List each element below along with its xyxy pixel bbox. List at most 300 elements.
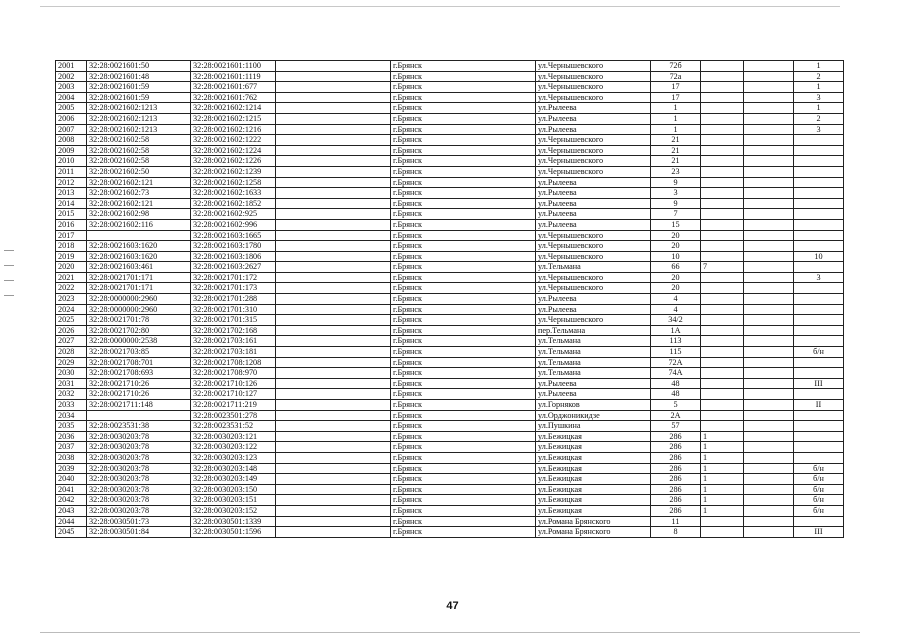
extra-1-cell: 1 [701, 452, 744, 463]
cadastral-number-cell: 32:28:0021701:315 [191, 315, 276, 326]
cadastral-number-cell: 32:28:0030203:150 [191, 484, 276, 495]
cadastral-parent-cell: 32:28:0030203:78 [87, 431, 191, 442]
cadastral-number-cell: 32:28:0021602:1258 [191, 177, 276, 188]
city-cell: г.Брянск [391, 219, 536, 230]
cadastral-parent-cell: 32:28:0021703:85 [87, 347, 191, 358]
table-row [56, 389, 844, 400]
row-number-cell: 2034 [56, 410, 87, 421]
apartment-cell [794, 325, 844, 336]
city-cell: г.Брянск [391, 442, 536, 453]
table-row [56, 474, 844, 485]
extra-2-cell [744, 527, 794, 538]
street-cell: ул.Чернышевского [536, 61, 651, 72]
city-cell: г.Брянск [391, 431, 536, 442]
extra-1-cell: 1 [701, 463, 744, 474]
blank-column-cell [276, 421, 391, 432]
apartment-cell [794, 145, 844, 156]
extra-2-cell [744, 283, 794, 294]
blank-column-cell [276, 304, 391, 315]
house-number-cell: 1А [651, 325, 701, 336]
cadastral-parent-cell: 32:28:0030501:73 [87, 516, 191, 527]
cadastral-parent-cell: 32:28:0021602:50 [87, 166, 191, 177]
street-cell: ул.Чернышевского [536, 135, 651, 146]
blank-column-cell [276, 315, 391, 326]
extra-1-cell: 1 [701, 495, 744, 506]
city-cell: г.Брянск [391, 325, 536, 336]
house-number-cell: 34/2 [651, 315, 701, 326]
house-number-cell: 20 [651, 230, 701, 241]
table-row [56, 135, 844, 146]
city-cell: г.Брянск [391, 527, 536, 538]
cadastral-parent-cell: 32:28:0021702:80 [87, 325, 191, 336]
street-cell: ул.Бежицкая [536, 495, 651, 506]
city-cell: г.Брянск [391, 389, 536, 400]
extra-1-cell: 7 [701, 262, 744, 273]
apartment-cell: б/н [794, 505, 844, 516]
city-cell: г.Брянск [391, 410, 536, 421]
cadastral-number-cell: 32:28:0021603:2627 [191, 262, 276, 273]
street-cell: ул.Бежицкая [536, 431, 651, 442]
blank-column-cell [276, 177, 391, 188]
apartment-cell [794, 421, 844, 432]
city-cell: г.Брянск [391, 209, 536, 220]
extra-1-cell [701, 177, 744, 188]
apartment-cell: б/н [794, 474, 844, 485]
house-number-cell: 9 [651, 177, 701, 188]
row-number-cell: 2023 [56, 294, 87, 305]
cadastral-number-cell: 32:28:0021602:1216 [191, 124, 276, 135]
blank-column-cell [276, 368, 391, 379]
blank-column-cell [276, 283, 391, 294]
cadastral-number-cell: 32:28:0021601:677 [191, 82, 276, 93]
extra-2-cell [744, 389, 794, 400]
street-cell: пер.Тельмана [536, 325, 651, 336]
street-cell: ул.Чернышевского [536, 82, 651, 93]
row-number-cell: 2022 [56, 283, 87, 294]
blank-column-cell [276, 103, 391, 114]
city-cell: г.Брянск [391, 421, 536, 432]
street-cell: ул.Рылеева [536, 103, 651, 114]
street-cell: ул.Бежицкая [536, 484, 651, 495]
extra-2-cell [744, 463, 794, 474]
cadastral-number-cell: 32:28:0030203:151 [191, 495, 276, 506]
cadastral-number-cell: 32:28:0021602:996 [191, 219, 276, 230]
table-row [56, 209, 844, 220]
blank-column-cell [276, 463, 391, 474]
cadastral-parent-cell: 32:28:0021602:1213 [87, 124, 191, 135]
extra-2-cell [744, 315, 794, 326]
blank-column-cell [276, 241, 391, 252]
extra-1-cell [701, 294, 744, 305]
cadastral-number-cell: 32:28:0021703:181 [191, 347, 276, 358]
cadastral-number-cell: 32:28:0030203:148 [191, 463, 276, 474]
table-row [56, 61, 844, 72]
house-number-cell: 17 [651, 82, 701, 93]
row-number-cell: 2002 [56, 71, 87, 82]
apartment-cell: III [794, 378, 844, 389]
house-number-cell: 20 [651, 241, 701, 252]
cadastral-parent-cell: 32:28:0021601:48 [87, 71, 191, 82]
cadastral-number-cell: 32:28:0030203:122 [191, 442, 276, 453]
street-cell: ул.Горняков [536, 400, 651, 411]
apartment-cell [794, 516, 844, 527]
extra-1-cell [701, 410, 744, 421]
cadastral-parent-cell: 32:28:0021602:1213 [87, 113, 191, 124]
table-row [56, 410, 844, 421]
apartment-cell: 3 [794, 272, 844, 283]
cadastral-number-cell: 32:28:0021701:172 [191, 272, 276, 283]
cadastral-parent-cell: 32:28:0030203:78 [87, 484, 191, 495]
extra-2-cell [744, 230, 794, 241]
cadastral-number-cell: 32:28:0021711:219 [191, 400, 276, 411]
extra-2-cell [744, 219, 794, 230]
city-cell: г.Брянск [391, 166, 536, 177]
street-cell: ул.Чернышевского [536, 92, 651, 103]
extra-1-cell: 1 [701, 431, 744, 442]
house-number-cell: 72А [651, 357, 701, 368]
table-row [56, 92, 844, 103]
table-row [56, 463, 844, 474]
extra-2-cell [744, 347, 794, 358]
street-cell: ул.Рылеева [536, 209, 651, 220]
row-number-cell: 2029 [56, 357, 87, 368]
house-number-cell: 4 [651, 294, 701, 305]
house-number-cell: 17 [651, 92, 701, 103]
house-number-cell: 115 [651, 347, 701, 358]
row-number-cell: 2018 [56, 241, 87, 252]
extra-2-cell [744, 251, 794, 262]
apartment-cell [794, 315, 844, 326]
extra-1-cell [701, 61, 744, 72]
table-row [56, 400, 844, 411]
apartment-cell [794, 166, 844, 177]
street-cell: ул.Тельмана [536, 368, 651, 379]
cadastral-parent-cell: 32:28:0021602:73 [87, 188, 191, 199]
apartment-cell [794, 294, 844, 305]
cadastral-parent-cell: 32:28:0030501:84 [87, 527, 191, 538]
cadastral-parent-cell: 32:28:0000000:2960 [87, 304, 191, 315]
cadastral-number-cell: 32:28:0021602:1226 [191, 156, 276, 167]
street-cell: ул.Рылеева [536, 378, 651, 389]
extra-2-cell [744, 368, 794, 379]
cadastral-parent-cell: 32:28:0021710:26 [87, 378, 191, 389]
extra-2-cell [744, 209, 794, 220]
street-cell: ул.Бежицкая [536, 463, 651, 474]
apartment-cell [794, 156, 844, 167]
apartment-cell: 2 [794, 113, 844, 124]
cadastral-number-cell: 32:28:0021702:168 [191, 325, 276, 336]
cadastral-parent-cell: 32:28:0021701:171 [87, 272, 191, 283]
cadastral-number-cell: 32:28:0021603:1806 [191, 251, 276, 262]
extra-2-cell [744, 166, 794, 177]
table-row [56, 378, 844, 389]
house-number-cell: 21 [651, 145, 701, 156]
extra-1-cell [701, 283, 744, 294]
house-number-cell: 57 [651, 421, 701, 432]
blank-column-cell [276, 347, 391, 358]
city-cell: г.Брянск [391, 294, 536, 305]
blank-column-cell [276, 527, 391, 538]
extra-1-cell [701, 347, 744, 358]
row-number-cell: 2005 [56, 103, 87, 114]
cadastral-number-cell: 32:28:0023501:278 [191, 410, 276, 421]
apartment-cell: 1 [794, 61, 844, 72]
blank-column-cell [276, 92, 391, 103]
house-number-cell: 286 [651, 495, 701, 506]
extra-1-cell [701, 336, 744, 347]
table-row [56, 71, 844, 82]
cadastral-number-cell: 32:28:0021602:1222 [191, 135, 276, 146]
house-number-cell: 286 [651, 484, 701, 495]
apartment-cell [794, 230, 844, 241]
city-cell: г.Брянск [391, 516, 536, 527]
cadastral-number-cell: 32:28:0021603:1780 [191, 241, 276, 252]
cadastral-parent-cell: 32:28:0021711:148 [87, 400, 191, 411]
blank-column-cell [276, 336, 391, 347]
cadastral-parent-cell: 32:28:0021602:58 [87, 145, 191, 156]
blank-column-cell [276, 188, 391, 199]
blank-column-cell [276, 230, 391, 241]
extra-1-cell [701, 156, 744, 167]
apartment-cell: б/н [794, 495, 844, 506]
cadastral-number-cell: 32:28:0021602:1852 [191, 198, 276, 209]
house-number-cell: 1 [651, 124, 701, 135]
row-number-cell: 2013 [56, 188, 87, 199]
apartment-cell [794, 135, 844, 146]
street-cell: ул.Рылеева [536, 304, 651, 315]
table-row [56, 304, 844, 315]
house-number-cell: 20 [651, 283, 701, 294]
extra-1-cell [701, 209, 744, 220]
cadastral-parent-cell: 32:28:0000000:2538 [87, 336, 191, 347]
apartment-cell [794, 219, 844, 230]
extra-1-cell: 1 [701, 474, 744, 485]
extra-1-cell: 1 [701, 442, 744, 453]
street-cell: ул.Чернышевского [536, 166, 651, 177]
row-number-cell: 2001 [56, 61, 87, 72]
blank-column-cell [276, 71, 391, 82]
cadastral-parent-cell: 32:28:0021602:58 [87, 156, 191, 167]
city-cell: г.Брянск [391, 113, 536, 124]
extra-1-cell [701, 166, 744, 177]
cadastral-parent-cell [87, 230, 191, 241]
house-number-cell: 9 [651, 198, 701, 209]
blank-column-cell [276, 209, 391, 220]
extra-1-cell [701, 198, 744, 209]
blank-column-cell [276, 272, 391, 283]
row-number-cell: 2025 [56, 315, 87, 326]
row-number-cell: 2014 [56, 198, 87, 209]
table-row [56, 198, 844, 209]
house-number-cell: 113 [651, 336, 701, 347]
table-row [56, 315, 844, 326]
row-number-cell: 2045 [56, 527, 87, 538]
cadastral-parent-cell: 32:28:0023531:38 [87, 421, 191, 432]
extra-2-cell [744, 177, 794, 188]
cadastral-parent-cell: 32:28:0021602:1213 [87, 103, 191, 114]
row-number-cell: 2016 [56, 219, 87, 230]
extra-2-cell [744, 378, 794, 389]
cadastral-number-cell: 32:28:0021703:161 [191, 336, 276, 347]
extra-1-cell: 1 [701, 484, 744, 495]
city-cell: г.Брянск [391, 315, 536, 326]
blank-column-cell [276, 516, 391, 527]
extra-1-cell [701, 378, 744, 389]
blank-column-cell [276, 219, 391, 230]
extra-1-cell: 1 [701, 505, 744, 516]
cadastral-parent-cell: 32:28:0030203:78 [87, 442, 191, 453]
apartment-cell [794, 283, 844, 294]
street-cell: ул.Рылеева [536, 198, 651, 209]
blank-column-cell [276, 495, 391, 506]
page-number: 47 [446, 600, 459, 612]
apartment-cell [794, 452, 844, 463]
extra-1-cell [701, 304, 744, 315]
house-number-cell: 48 [651, 389, 701, 400]
row-number-cell: 2043 [56, 505, 87, 516]
cadastral-number-cell: 32:28:0030501:1596 [191, 527, 276, 538]
street-cell: ул.Рылеева [536, 219, 651, 230]
table-row [56, 357, 844, 368]
extra-1-cell [701, 230, 744, 241]
cadastral-number-cell: 32:28:0021710:126 [191, 378, 276, 389]
table-row [56, 272, 844, 283]
apartment-cell [794, 188, 844, 199]
table-row [56, 103, 844, 114]
city-cell: г.Брянск [391, 145, 536, 156]
house-number-cell: 11 [651, 516, 701, 527]
extra-1-cell [701, 103, 744, 114]
table-row [56, 452, 844, 463]
extra-2-cell [744, 516, 794, 527]
blank-column-cell [276, 294, 391, 305]
blank-column-cell [276, 145, 391, 156]
cadastral-parent-cell: 32:28:0021601:59 [87, 82, 191, 93]
city-cell: г.Брянск [391, 241, 536, 252]
extra-2-cell [744, 442, 794, 453]
apartment-cell: б/н [794, 347, 844, 358]
blank-column-cell [276, 400, 391, 411]
city-cell: г.Брянск [391, 82, 536, 93]
extra-2-cell [744, 124, 794, 135]
table-row [56, 336, 844, 347]
street-cell: ул.Чернышевского [536, 145, 651, 156]
house-number-cell: 20 [651, 272, 701, 283]
extra-2-cell [744, 103, 794, 114]
house-number-cell: 15 [651, 219, 701, 230]
extra-2-cell [744, 71, 794, 82]
row-number-cell: 2009 [56, 145, 87, 156]
street-cell: ул.Чернышевского [536, 251, 651, 262]
blank-column-cell [276, 251, 391, 262]
table-row [56, 113, 844, 124]
blank-column-cell [276, 431, 391, 442]
row-number-cell: 2035 [56, 421, 87, 432]
extra-1-cell [701, 315, 744, 326]
street-cell: ул.Бежицкая [536, 474, 651, 485]
apartment-cell: 10 [794, 251, 844, 262]
apartment-cell: III [794, 527, 844, 538]
cadastral-number-cell: 32:28:0021602:1224 [191, 145, 276, 156]
table-row [56, 251, 844, 262]
apartment-cell [794, 368, 844, 379]
extra-1-cell [701, 124, 744, 135]
row-number-cell: 2007 [56, 124, 87, 135]
cadastral-number-cell: 32:28:0021708:1208 [191, 357, 276, 368]
table-row [56, 495, 844, 506]
row-number-cell: 2038 [56, 452, 87, 463]
extra-2-cell [744, 92, 794, 103]
table-row [56, 166, 844, 177]
registry-table-body [56, 61, 844, 538]
extra-2-cell [744, 113, 794, 124]
table-row [56, 230, 844, 241]
row-number-cell: 2010 [56, 156, 87, 167]
house-number-cell: 66 [651, 262, 701, 273]
extra-2-cell [744, 505, 794, 516]
row-number-cell: 2004 [56, 92, 87, 103]
house-number-cell: 7 [651, 209, 701, 220]
row-number-cell: 2024 [56, 304, 87, 315]
city-cell: г.Брянск [391, 347, 536, 358]
apartment-cell [794, 410, 844, 421]
city-cell: г.Брянск [391, 262, 536, 273]
cadastral-number-cell: 32:28:0030203:152 [191, 505, 276, 516]
extra-2-cell [744, 410, 794, 421]
table-row [56, 283, 844, 294]
city-cell: г.Брянск [391, 272, 536, 283]
cadastral-number-cell: 32:28:0021708:970 [191, 368, 276, 379]
city-cell: г.Брянск [391, 230, 536, 241]
cadastral-number-cell: 32:28:0021602:1633 [191, 188, 276, 199]
extra-1-cell [701, 400, 744, 411]
street-cell: ул.Бежицкая [536, 505, 651, 516]
cadastral-parent-cell: 32:28:0021602:58 [87, 135, 191, 146]
house-number-cell: 21 [651, 156, 701, 167]
city-cell: г.Брянск [391, 103, 536, 114]
scan-edge-bottom [40, 632, 860, 633]
extra-2-cell [744, 336, 794, 347]
house-number-cell: 286 [651, 505, 701, 516]
registry-table [55, 60, 844, 538]
street-cell: ул.Рылеева [536, 188, 651, 199]
blank-column-cell [276, 442, 391, 453]
street-cell: ул.Чернышевского [536, 241, 651, 252]
cadastral-parent-cell: 32:28:0030203:78 [87, 474, 191, 485]
cadastral-parent-cell: 32:28:0021701:171 [87, 283, 191, 294]
cadastral-parent-cell: 32:28:0021603:1620 [87, 241, 191, 252]
extra-1-cell [701, 92, 744, 103]
apartment-cell: б/н [794, 463, 844, 474]
house-number-cell: 3 [651, 188, 701, 199]
row-number-cell: 2015 [56, 209, 87, 220]
street-cell: ул.Рылеева [536, 389, 651, 400]
city-cell: г.Брянск [391, 251, 536, 262]
apartment-cell [794, 389, 844, 400]
extra-2-cell [744, 188, 794, 199]
table-row [56, 347, 844, 358]
cadastral-parent-cell: 32:28:0030203:78 [87, 505, 191, 516]
street-cell: ул.Тельмана [536, 357, 651, 368]
apartment-cell [794, 431, 844, 442]
extra-2-cell [744, 294, 794, 305]
cadastral-number-cell: 32:28:0021701:310 [191, 304, 276, 315]
city-cell: г.Брянск [391, 368, 536, 379]
cadastral-number-cell: 32:28:0030203:121 [191, 431, 276, 442]
row-number-cell: 2012 [56, 177, 87, 188]
apartment-cell: II [794, 400, 844, 411]
row-number-cell: 2008 [56, 135, 87, 146]
